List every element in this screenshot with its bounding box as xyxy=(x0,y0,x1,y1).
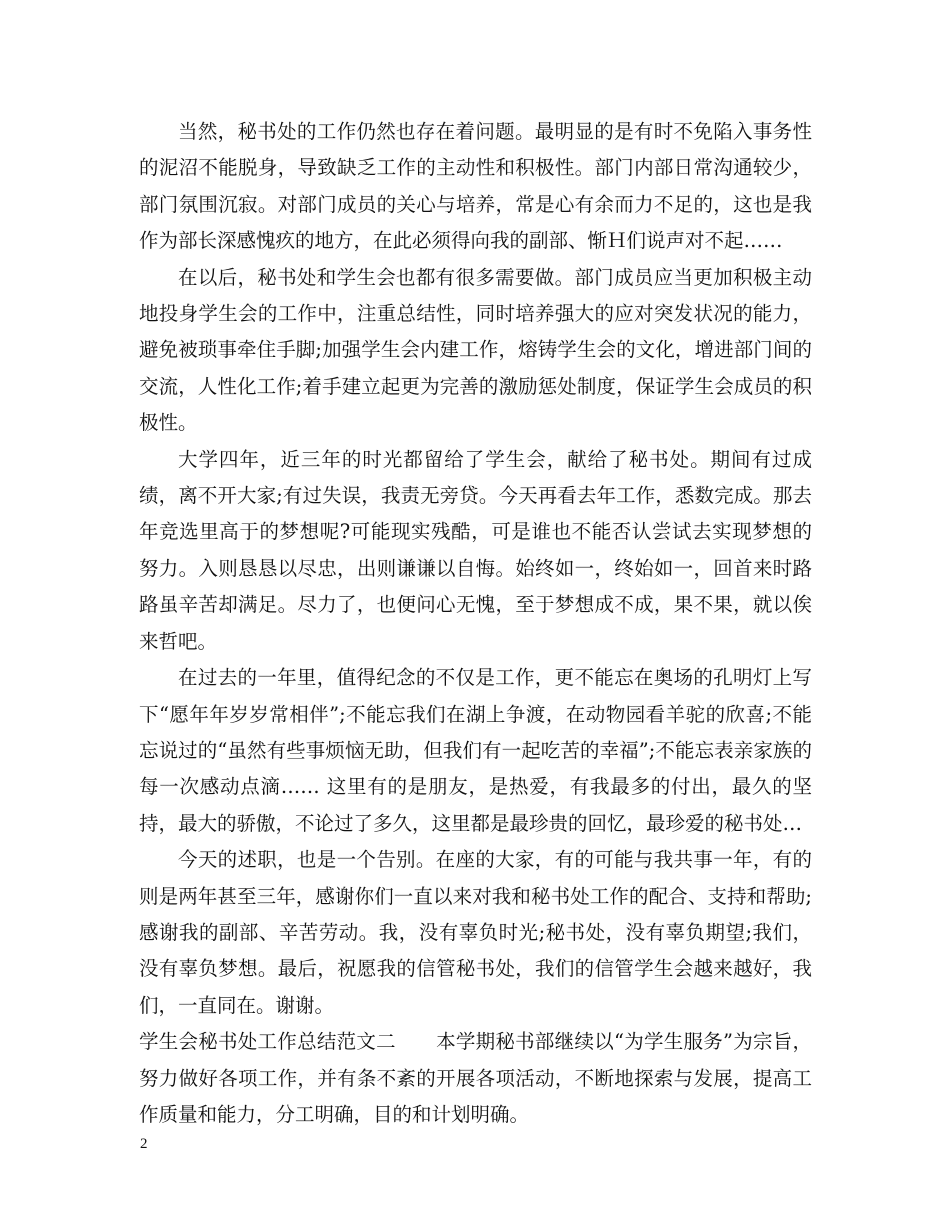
paragraph-four-years: 大学四年，近三年的时光都留给了学生会，献给了秘书处。期间有过成绩，离不开大家;有过失误，我责无旁贷。今天再看去年工作，悉数完成。那去年竞选里高于的梦想呢?可能现实残酷，可是谁也不能否认尝试去实现梦想的努力。入则恳恳以尽忠，出则谦谦以自悔。始终如一，终始如一，回首来时路路虽辛苦却满足。尽力了，也便问心无愧，至于梦想成不成，果不果，就以俟来哲吧。 xyxy=(139,447,812,653)
paragraph-future-work: 在以后，秘书处和学生会也都有很多需要做。部门成员应当更加积极主动地投身学生会的工作中，注重总结性，同时培养强大的应对突发状况的能力，避免被琐事牵住手脚;加强学生会内建工作，熔铸学生会的文化，增进部门间的交流，人性化工作;着手建立起更为完善的激励惩处制度，保证学生会成员的积极性。 xyxy=(139,265,812,435)
paragraph-problems: 当然，秘书处的工作仍然也存在着问题。最明显的是有时不免陷入事务性的泥沼不能脱身，导致缺乏工作的主动性和积极性。部门内部日常沟通较少，部门氛围沉寂。对部门成员的关心与培养，常是心有余而力不足的，这也是我作为部长深感愧疚的地方，在此必须得向我的副部、惭Ｈ们说声对不起…… xyxy=(139,120,812,253)
section-intro: 本学期秘书部继续以“为学生服务”为宗旨，努力做好各项工作，并有条不紊的开展各项活动，不断地探索与发展，提高工作质量和能力，分工明确，目的和计划明确。 xyxy=(139,1030,812,1126)
page-number: 2 xyxy=(140,1136,148,1152)
paragraph-farewell: 今天的述职，也是一个告别。在座的大家，有的可能与我共事一年，有的则是两年甚至三年，感谢你们一直以来对我和秘书处工作的配合、支持和帮助;感谢我的副部、辛苦劳动。我，没有辜负时光;秘书处，没有辜负期望;我们，没有辜负梦想。最后，祝愿我的信管秘书处，我们的信管学生会越来越好，我们，一直同在。谢谢。 xyxy=(139,848,812,1017)
section-heading: 学生会秘书处工作总结范文二 xyxy=(139,1030,396,1054)
document-body xyxy=(139,114,812,1133)
section-paragraph xyxy=(139,1024,812,1133)
paragraph-memories: 在过去的一年里，值得纪念的不仅是工作，更不能忘在奥场的孔明灯上写下“愿年年岁岁常相伴”;不能忘我们在湖上争渡，在动物园看羊驼的欣喜;不能忘说过的“虽然有些事烦恼无助，但我们有一起吃苦的幸福”;不能忘表亲家族的每一次感动点滴…… 这里有的是朋友，是热爱，有我最多的付出，最久的坚持，最大的骄傲，不论过了多久，这里都是最珍贵的回忆，最珍爱的秘书处… xyxy=(139,666,812,835)
